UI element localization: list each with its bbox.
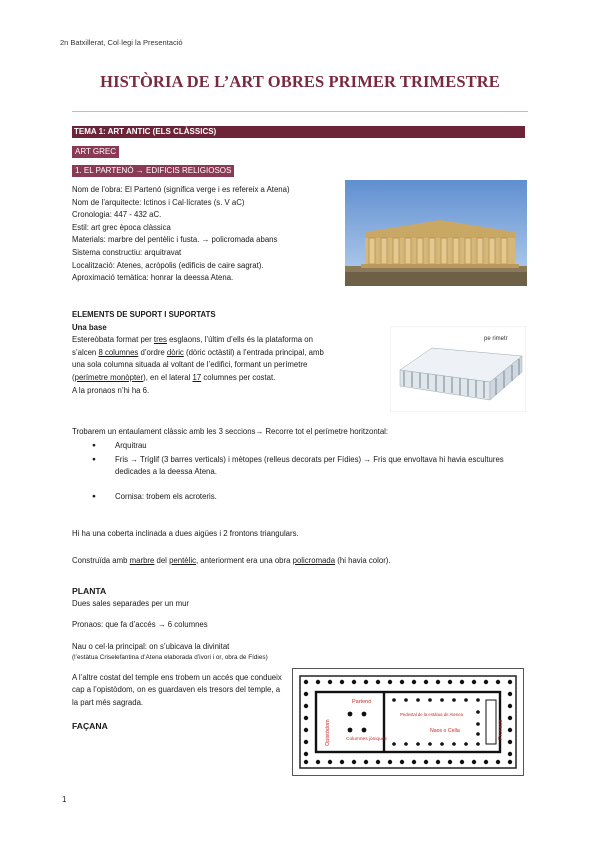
supports-text: s’alcen 8 columnes d’ordre dòric (dòric octàstil) a l’entrada principal, amb	[72, 347, 324, 357]
list-item: ● Fris → Tríglif (3 barres verticals) i mètopes (relleus decorats per Fídies) → Fris que envoltava hi havia escultures dedicades a la deessa Atena.	[92, 454, 528, 479]
supports-heading: ELEMENTS DE SUPORT I SUPORTATS	[72, 310, 216, 319]
supports-section	[72, 309, 392, 397]
plan-label-naos: Naos o Cella	[430, 728, 460, 734]
fact-item: Sistema constructiu: arquitravat	[72, 247, 182, 257]
fact-item: Materials: marbre del pentèlic i fusta. → policromada abans	[72, 235, 278, 245]
plan-section	[72, 585, 282, 732]
entablature-intro: Trobarem un entaulament clàssic amb les 3 seccions→ Recorre tot el perímetre horitzontal:	[72, 427, 389, 436]
plan-line: Dues sales separades per un mur	[72, 598, 190, 608]
header-school: 2n Batxillerat, Col·legi la Presentació	[60, 38, 183, 47]
fact-item: Localització: Atenes, acròpolis (edificis de caire sagrat).	[72, 260, 264, 270]
facts-list	[72, 184, 352, 285]
fact-item: Nom de l’obra: El Partenó (significa verge i es refereix a Atena)	[72, 185, 290, 194]
plan-line: Nau o cel·la principal: on s’ubicava la divinitat	[72, 641, 230, 651]
page-number: 1	[62, 795, 67, 804]
section-band: TEMA 1: ART ANTIC (ELS CLÀSSICS)	[72, 126, 525, 138]
fact-item: Aproximació temàtica: honrar la deessa Atena.	[72, 273, 234, 283]
supports-text: una sola columna situada al voltant de l’edifici, formant un perímetre	[72, 360, 308, 370]
title-divider	[72, 111, 528, 112]
floor-plan-diagram	[292, 668, 524, 776]
plan-label-partenon: Partenó	[352, 699, 372, 705]
supports-text: A la pronaos n’hi ha 6.	[72, 385, 150, 395]
subsection-tag: ART GREC	[72, 146, 119, 158]
peristyle-label: pe rimetr	[484, 336, 508, 342]
entablature-section	[72, 426, 528, 439]
fact-item: Nom de l’arquitecte: Ictinos i Cal·lícrates (s. V aC)	[72, 197, 245, 207]
plan-heading: PLANTA	[72, 586, 107, 596]
plan-line: (l’estàtua Criselefantina d’Atena elaborada d’ivori i or, obra de Fídies)	[72, 654, 268, 662]
plan-label-opistodom: Opistòdom	[325, 719, 331, 746]
supports-sub: Una base	[72, 322, 107, 332]
fact-item: Cronologia: 447 - 432 aC.	[72, 210, 162, 220]
parthenon-photo	[345, 180, 527, 286]
fact-item: Estil: art grec època clàssica	[72, 222, 171, 232]
plan-line: Pronaos: que fa d’accés → 6 columnes	[72, 620, 208, 630]
page-title: HISTÒRIA DE L’ART OBRES PRIMER TRIMESTRE	[100, 72, 500, 91]
supports-text: (perímetre monòpter), en el lateral 17 columnes per costat.	[72, 372, 276, 382]
facade-heading: FAÇANA	[72, 720, 108, 731]
plan-label-pronaos: Pronaos	[498, 719, 504, 740]
roof-text: Hi ha una coberta inclinada a dues aigües i 2 frontons triangulars.	[72, 529, 299, 538]
built-text: Construïda amb marbre del pentèlic, anteriorment era una obra policromada (hi havia color).	[72, 556, 391, 565]
plan-label-columnes: Columnes jòniques	[346, 737, 387, 742]
supports-text: Estereòbata format per tres esglaons, l’últim d’ells és la plataforma on	[72, 335, 313, 345]
peristyle-diagram	[390, 326, 526, 412]
list-item: ● Cornisa: trobem els acroteris.	[92, 491, 528, 504]
plan-label-estatua: Pedestal de la estàtua de Atenea	[400, 712, 464, 717]
work-tag: 1. EL PARTENÓ → EDIFICIS RELIGIOSOS	[72, 165, 234, 177]
list-item: ● Arquitrau	[92, 440, 528, 453]
entablature-list	[92, 440, 528, 503]
plan-line: A l’altre costat del temple ens trobem un accés que condueix cap a l’opistòdom, on es guardaven els tresors del temple, a la part més sagrada.	[72, 672, 282, 708]
